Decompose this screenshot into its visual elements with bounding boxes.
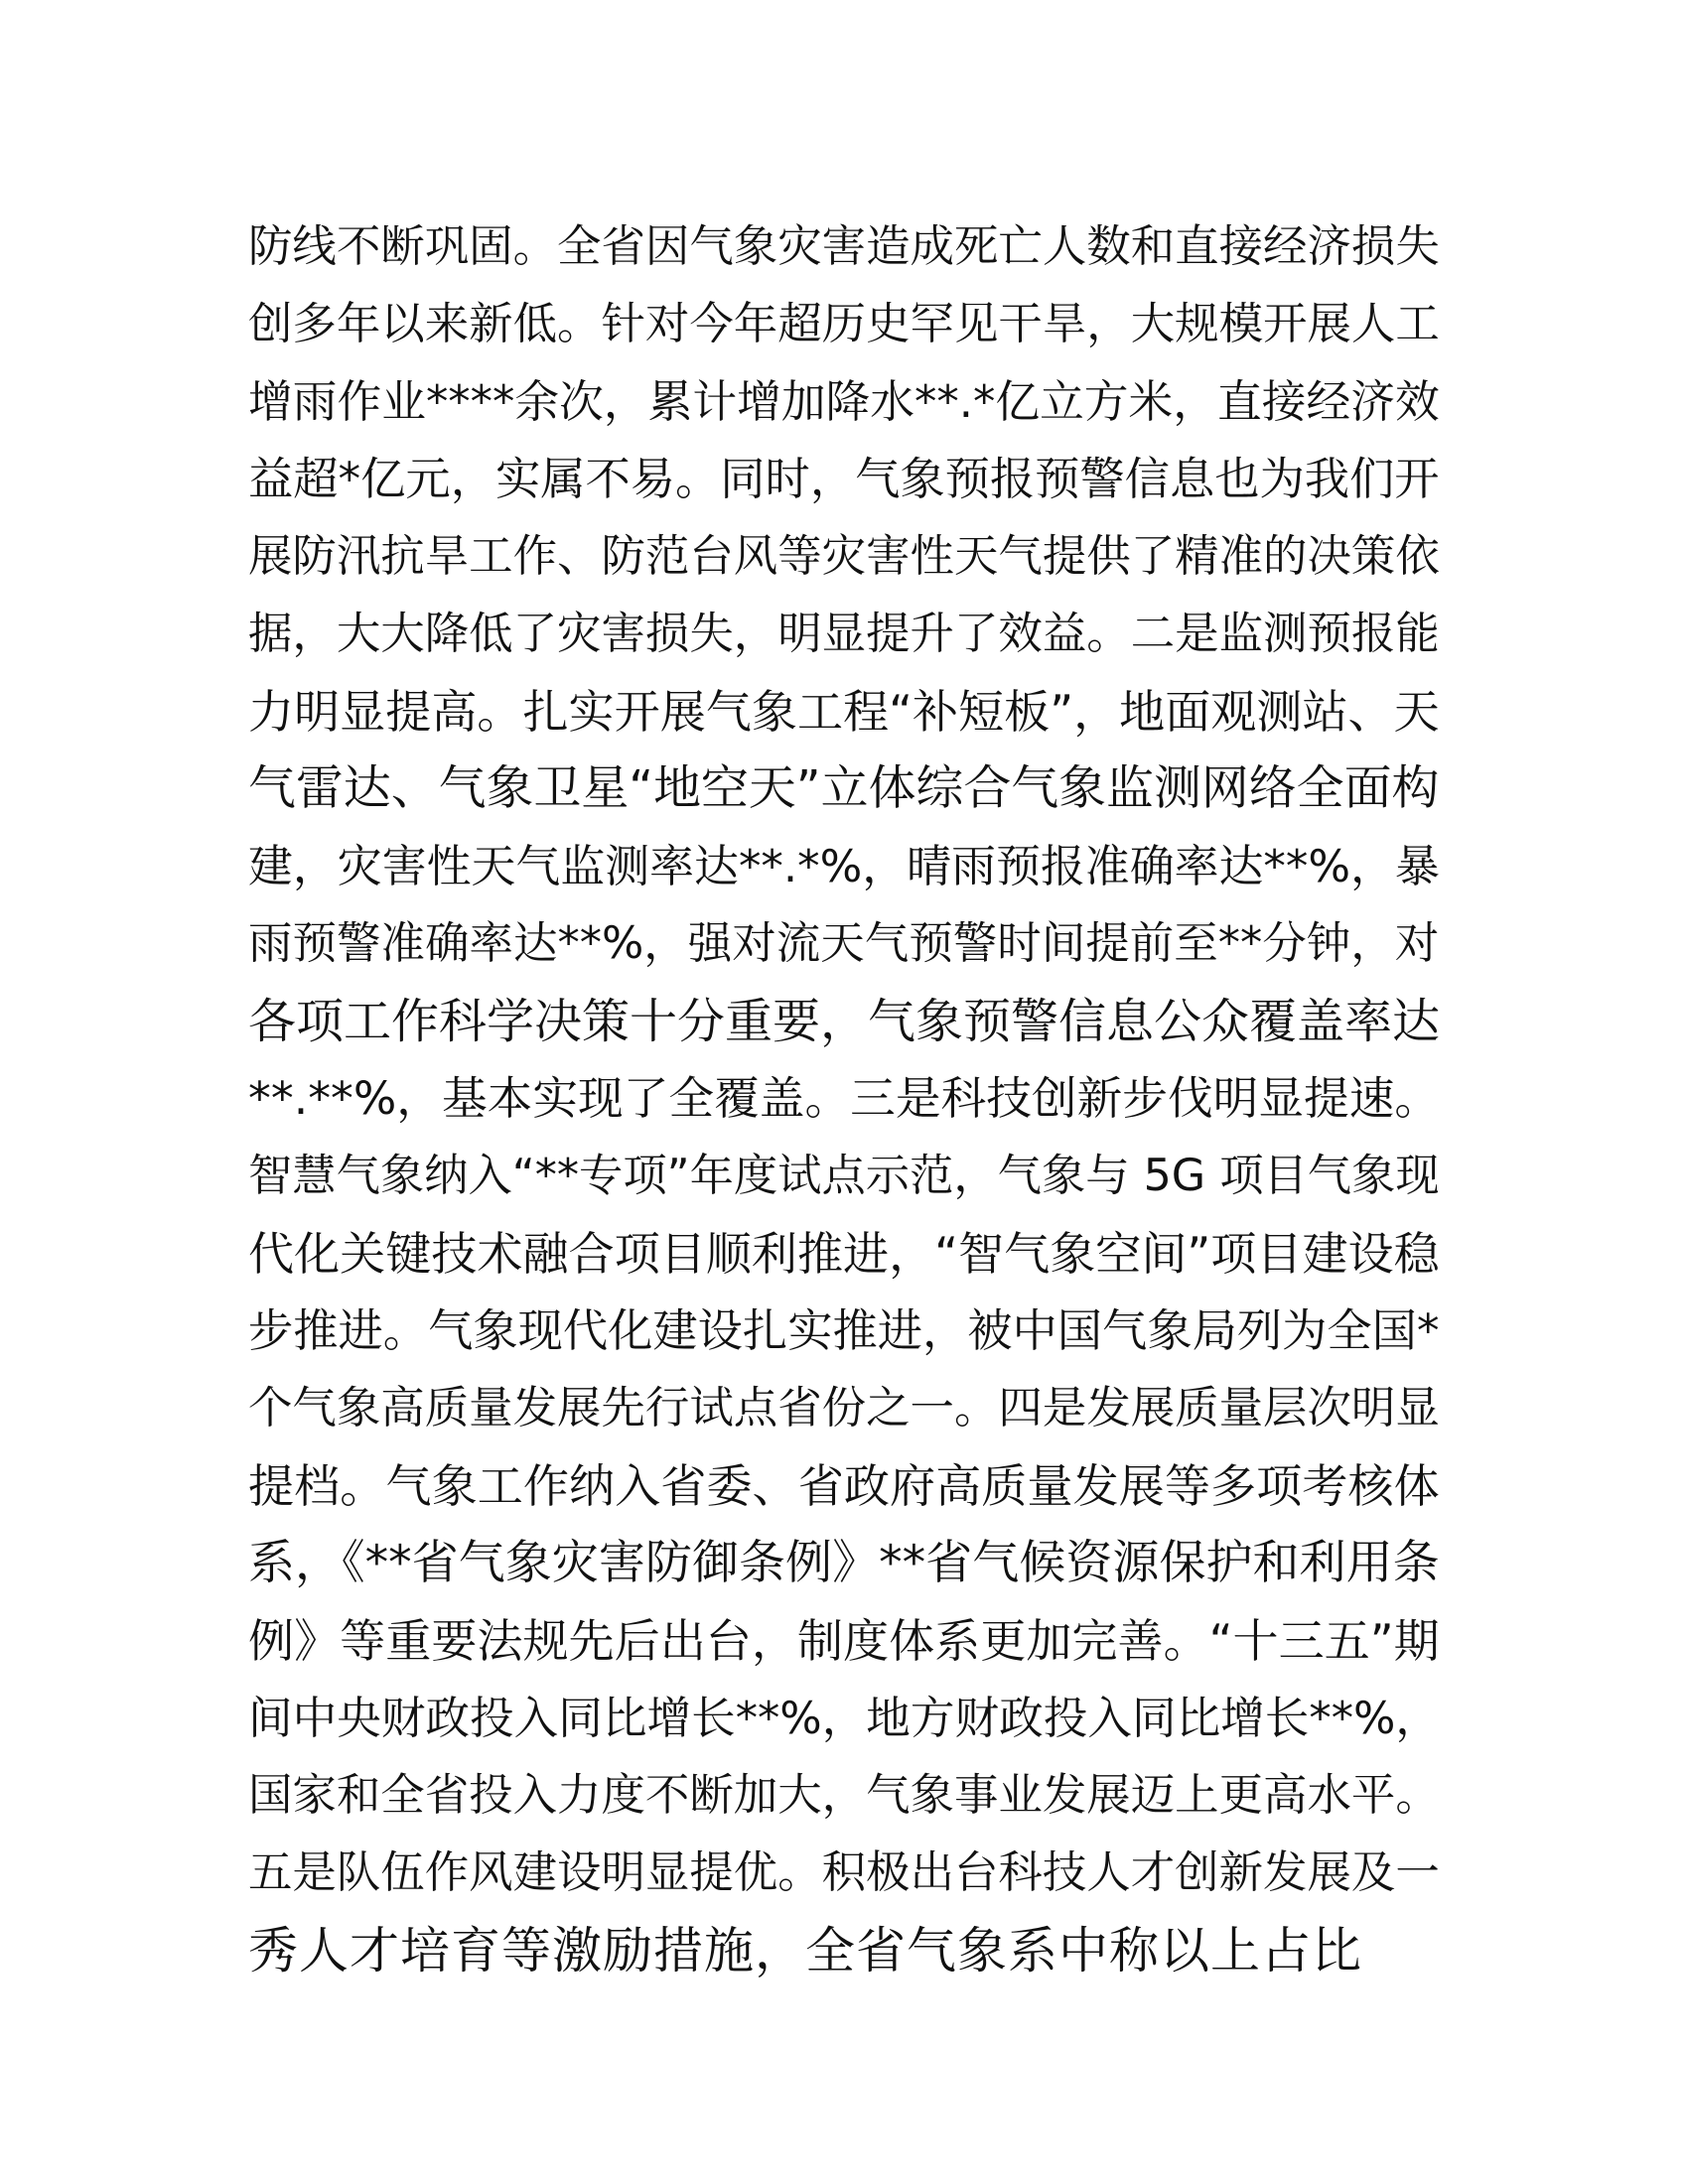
text-line: 雨预警准确率达**%，强对流天气预警时间提前至**分钟，对 bbox=[248, 918, 1440, 969]
text-line: 防线不断巩固。全省因气象灾害造成死亡人数和直接经济损失 bbox=[248, 221, 1440, 272]
text-line: 步推进。气象现代化建设扎实推进，被中国气象局列为全国* bbox=[248, 1304, 1440, 1357]
text-line: 代化关键技术融合项目顺利推进，“智气象空间”项目建设稳 bbox=[248, 1227, 1440, 1281]
text-line: 各项工作科学决策十分重要，气象预警信息公众覆盖率达 bbox=[248, 994, 1441, 1049]
text-line: **.**%，基本实现了全覆盖。三是科技创新步伐明显提速。 bbox=[248, 1072, 1441, 1125]
text-line: 展防汛抗旱工作、防范台风等灾害性天气提供了精准的决策依 bbox=[248, 531, 1440, 582]
text-line: 据，大大降低了灾害损失，明显提升了效益。二是监测预报能 bbox=[248, 609, 1440, 659]
text-line: 益超*亿元，实属不易。同时，气象预报预警信息也为我们开 bbox=[248, 453, 1440, 505]
text-line: 力明显提高。扎实开展气象工程“补短板”，地面观测站、天 bbox=[248, 685, 1440, 739]
text-line: 个气象高质量发展先行试点省份之一。四是发展质量层次明显 bbox=[248, 1383, 1440, 1433]
text-line: 提档。气象工作纳入省委、省政府高质量发展等多项考核体 bbox=[248, 1459, 1440, 1513]
text-line: 五是队伍作风建设明显提优。积极出台科技人才创新发展及一 bbox=[248, 1847, 1440, 1898]
text-line: 国家和全省投入力度不断加大，气象事业发展迈上更高水平。 bbox=[248, 1770, 1440, 1821]
text-line: 增雨作业****余次，累计增加降水**.*亿立方米，直接经济效 bbox=[248, 375, 1440, 428]
text-line: 秀人才培育等激励措施，全省气象系中称以上占比 bbox=[248, 1922, 1362, 1979]
text-line: 间中央财政投入同比增长**%，地方财政投入同比增长**%， bbox=[248, 1693, 1441, 1744]
text-line: 例》等重要法规先后出台，制度体系更加完善。“十三五”期 bbox=[248, 1614, 1440, 1668]
body-paragraph bbox=[248, 208, 1440, 1989]
text-line: 建，灾害性天气监测率达**.*%，晴雨预报准确率达**%，暴 bbox=[248, 840, 1440, 892]
text-line: 智慧气象纳入“**专项”年度试点示范，气象与 5G 项目气象现 bbox=[248, 1151, 1440, 1201]
text-line: 创多年以来新低。针对今年超历史罕见干旱，大规模开展人工 bbox=[248, 299, 1440, 349]
text-line: 气雷达、气象卫星“地空天”立体综合气象监测网络全面构 bbox=[248, 761, 1440, 816]
text-line: 系，《**省气象灾害防御条例》**省气候资源保护和利用条 bbox=[248, 1536, 1440, 1590]
